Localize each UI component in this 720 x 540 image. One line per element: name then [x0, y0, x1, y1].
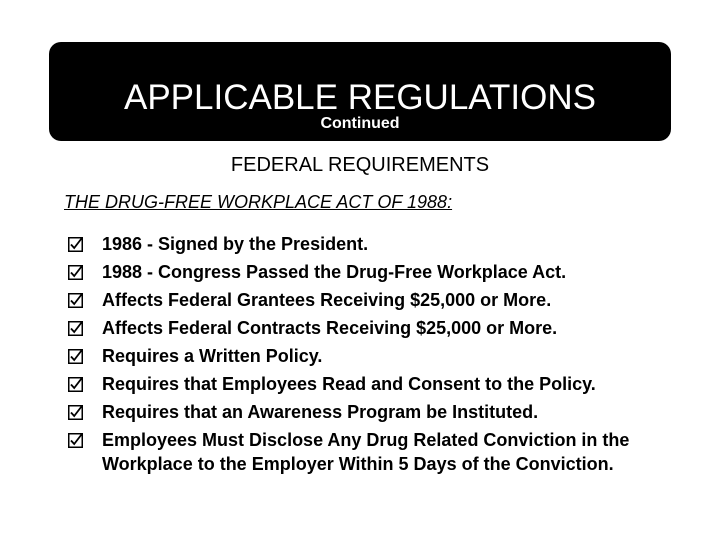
list-item — [68, 428, 668, 476]
list-item — [68, 344, 668, 368]
list-item — [68, 316, 668, 340]
page-subtitle: Continued — [320, 115, 400, 132]
list-item — [68, 260, 668, 284]
list-item — [68, 400, 668, 424]
checked-box-icon — [68, 405, 83, 420]
list-item-text: Employees Must Disclose Any Drug Related Conviction in the Workplace to the Employer Within 5 Days of the Conviction. — [102, 430, 630, 474]
list-item-text: Affects Federal Contracts Receiving $25,000 or More. — [102, 318, 558, 338]
title-banner — [49, 42, 671, 141]
list-item — [68, 372, 668, 396]
list-item-text: Affects Federal Grantees Receiving $25,000 or More. — [102, 290, 552, 310]
checked-box-icon — [68, 377, 83, 392]
list-item-text: Requires that an Awareness Program be Instituted. — [102, 402, 539, 422]
checked-box-icon — [68, 321, 83, 336]
section-heading: FEDERAL REQUIREMENTS — [230, 154, 490, 176]
act-heading: THE DRUG-FREE WORKPLACE ACT OF 1988: — [64, 192, 453, 212]
list-item — [68, 288, 668, 312]
checked-box-icon — [68, 293, 83, 308]
list-item-text: Requires that Employees Read and Consent to the Policy. — [102, 374, 596, 394]
requirements-list — [68, 232, 668, 480]
list-item — [68, 232, 668, 256]
list-item-text: 1988 - Congress Passed the Drug-Free Workplace Act. — [102, 262, 567, 282]
page-title: APPLICABLE REGULATIONS — [123, 78, 596, 117]
list-item-text: Requires a Written Policy. — [102, 346, 323, 366]
list-item-text: 1986 - Signed by the President. — [102, 234, 369, 254]
checked-box-icon — [68, 433, 83, 448]
checked-box-icon — [68, 265, 83, 280]
checked-box-icon — [68, 237, 83, 252]
checked-box-icon — [68, 349, 83, 364]
